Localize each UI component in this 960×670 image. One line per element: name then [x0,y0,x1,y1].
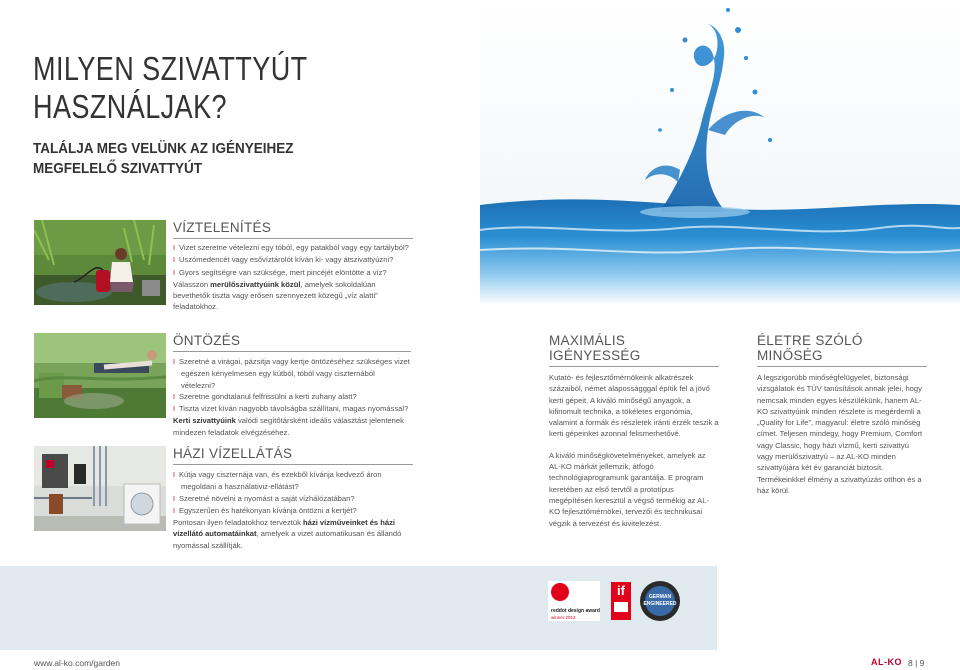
page-subtitle [33,139,294,179]
viztelenites-outro-pre: Válasszon [173,279,211,289]
viztelenites-item-3: I Gyors segítségre van szüksége, mert pincéjét elöntötte a víz? [173,267,413,279]
viztelenites-item-2: I Úszómedencét vagy esővíztárolót kíván ki- vagy átszivattyúzni? [173,254,413,266]
hazi-outro-bold: házi vízműveinket és házi vízellátó automatáinkat [173,518,396,539]
section-maximalis [549,333,719,529]
section-title-viztelenites: VÍZTELENÍTÉS [173,220,413,239]
hazi-body [173,469,413,551]
section-viztelenites [173,220,413,313]
ontozes-outro-post: valódi segítőtársként ideális választást jelentenek mindezen feladatok elvégzéséhez. [173,416,404,437]
page-title-line2: HASZNÁLJAK? [33,88,228,125]
water-splash-image [480,0,960,305]
ontozes-item-2: I Szeretne gondtalanul felfrissülni a kerti zuhany alatt? [173,391,411,403]
if-award-badge [611,582,631,620]
seal-label-2: ENGINEERED [643,601,677,607]
section-hazi [173,446,413,551]
photo-garden-lounger [34,333,166,418]
hazi-item-3: I Egyszerűen és hatékonyan kívánja öntözni a kertjét? [173,505,413,517]
maximalis-p2: A kiváló minőségkövetelményeket, amelyek az AL-KO márkát jellemzik, átfogó technológiaprogramunk garantálja. E program keretében az első tervtől a prototípus megépítésén keresztül a végső termékig az AL-KO fejlesztőmérnökei, tervezői és technikusai végzik a tervezést és kivitelezést. [549,450,709,528]
viztelenites-outro-bold: merülőszivattyúink közül [210,279,301,289]
section-ontozes [173,333,411,438]
page-number: 8 | 9 [908,658,925,668]
page-subtitle-line2: MEGFELELŐ SZIVATTYÚT [33,160,203,177]
section-eletre [757,333,927,496]
alko-logo: AL-KO [871,657,902,667]
hazi-item-1: I Kútja vagy ciszternája van, és ezekből kívánja kedvező áron megoldani a használativiz-ellátást? [173,469,413,493]
reddot-icon [548,581,600,603]
seal-label-1: GERMAN [648,594,672,600]
reddot-label-1: reddot design award [551,608,600,614]
if-label: if [617,583,625,598]
page-title [33,50,308,126]
hazi-item-2: I Szeretné növelni a nyomást a saját vízhálózatában? [173,493,413,505]
hazi-outro-pre: Pontosan ilyen feladatokhoz terveztük [173,518,304,528]
maximalis-p1: Kutató- és fejlesztőmérnökeink alkatrészek százaiból, német alaposságggal építik fel a jövő kerti gépeit. A kiváló minőségű anyagok, a kifinomult technika, a tökéletes ergonómia, valamint a formák és részletek iránti érzék teszik a kerti gépeinket azonnal felismerhetővé. [549,373,719,439]
viztelenites-outro-post: , amelyek sokoldalúan bevethetők tiszta vagy erősen szennyezett közegű „víz alatti” feladatokhoz. [173,279,378,312]
viztelenites-item-1: I Vizet szeretne vételezni egy tóból, egy patakból vagy egy tartályból? [173,242,413,254]
hazi-outro-post: , amelyek a vizet automatikusan és állandó nyomással szállítják. [173,529,402,550]
photo-utility-room [34,446,166,531]
eletre-p1: A legszigorúbb minőségfelügyelet, biztonsági vizsgálatok és TÜV tanúsítások annak jelei, hogy nemcsak minden egyes készülékünk, hanem AL-KO szivattyúink minden részlete is megérdemli a „Quality for Life”, magyarul: életre szóló minőség címet. Teljesen mindegy, hogy Premium, Comfort vagy Classic, hogy házi vízmű, kerti szivattyú vagy merülőszivattyú – az AL-KO minden szivattyújára két év garanciát biztosít. Termékeinkkel élmény a szivattyúzás otthon és a ház körül. [757,373,923,495]
viztelenites-body [173,242,413,313]
hazi-outro [173,517,413,551]
ontozes-outro-bold: Kerti szivattyúink [173,416,236,426]
ontozes-item-1: I Szeretné a virágai, pázsitja vagy kertje öntözéséhez szükséges vizet egészen kényelmesen egy kútból, tóból vagy ciszternából vételezni? [173,356,411,391]
page-title-line1: MILYEN SZIVATTYÚT [33,50,308,87]
section-title-maximalis: MAXIMÁLIS IGÉNYESSÉG [549,333,719,367]
viztelenites-outro [173,279,413,313]
german-engineered-seal [639,580,681,622]
section-title-eletre: ÉLETRE SZÓLÓ MINŐSÉG [757,333,927,367]
footer-url-link[interactable]: www.al-ko.com/garden [34,658,120,668]
ontozes-outro [173,415,411,438]
section-title-hazi: HÁZI VÍZELLÁTÁS [173,446,413,465]
award-band [0,566,717,650]
if-award-stripe [614,602,628,612]
maximalis-body [549,372,719,529]
section-title-ontozes: ÖNTÖZÉS [173,333,411,352]
eletre-body [757,372,927,496]
reddot-award-badge [548,581,600,621]
ontozes-body [173,356,411,438]
ontozes-item-3: I Tiszta vizet kíván nagyobb távolságba szállítani, magas nyomással? [173,403,411,415]
reddot-label-2: winner 2013 [551,615,576,620]
photo-pond-pump [34,220,166,305]
page-subtitle-line1: TALÁLJA MEG VELÜNK AZ IGÉNYEIHEZ [33,140,294,157]
